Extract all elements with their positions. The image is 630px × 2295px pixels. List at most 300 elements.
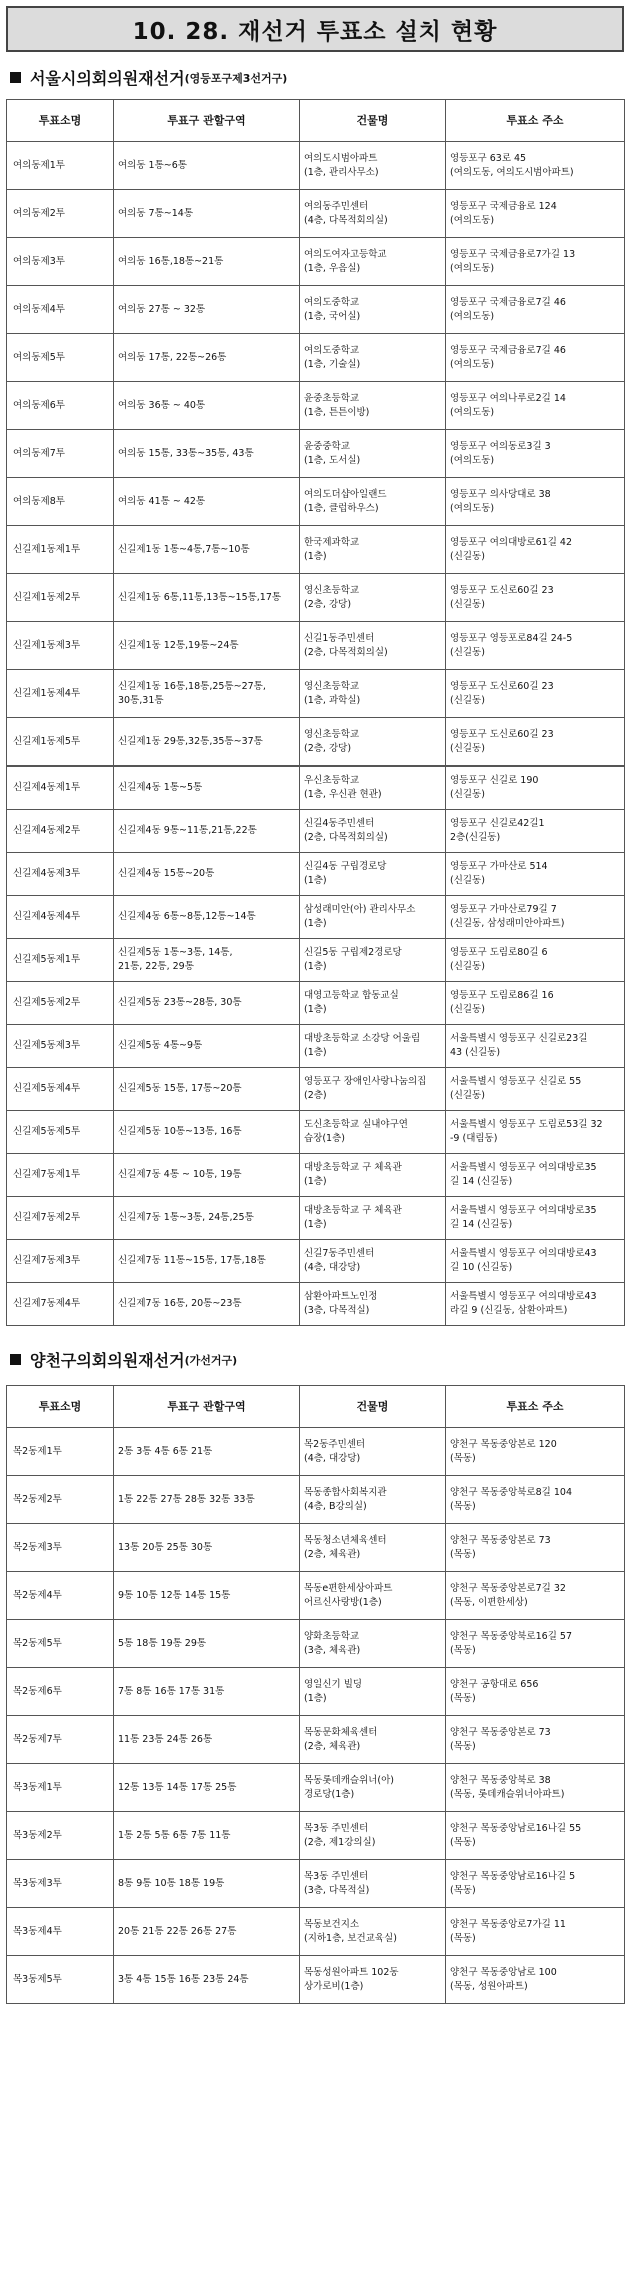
- polling-name-cell: 신길제5동제2투: [7, 982, 114, 1025]
- jurisdiction-cell-line: 신길제4동 6통~8통,12통~14통: [118, 911, 256, 923]
- building-cell-line: (1층, 국어실): [304, 310, 361, 322]
- table-row: [7, 718, 625, 766]
- building-cell: [300, 622, 446, 670]
- address-cell: [446, 1956, 625, 2004]
- address-cell-line: 영등포구 여의동로3길 3: [450, 440, 551, 452]
- jurisdiction-cell-line: 신길제7동 16통, 20통~23통: [118, 1298, 242, 1310]
- building-cell: [300, 286, 446, 334]
- building-cell-line: (1층, 튼튼이방): [304, 406, 370, 418]
- building-cell-line: (2층, 다목적회의실): [304, 646, 388, 658]
- address-cell-line: (신길동): [450, 1090, 485, 1101]
- jurisdiction-cell: [114, 1908, 300, 1956]
- building-cell-line: (4층, 다목적회의실): [304, 214, 388, 226]
- jurisdiction-cell: [114, 574, 300, 622]
- table-row: [7, 1908, 625, 1956]
- building-cell-line: (3층, 다목적실): [304, 1305, 370, 1316]
- address-cell: [446, 334, 625, 382]
- address-cell-line: (목동): [450, 1452, 476, 1464]
- jurisdiction-cell-line: 신길제5동 4통~9통: [118, 1040, 203, 1052]
- address-cell-line: (여의도동, 여의도시범아파트): [450, 166, 574, 178]
- building-cell-line: 상가로비(1층): [304, 1980, 364, 1992]
- polling-name-cell: 목2동제4투: [7, 1572, 114, 1620]
- table-row: [7, 1812, 625, 1860]
- jurisdiction-cell-line: 신길제1동 12통,19통~24통: [118, 639, 239, 651]
- building-cell-line: 대방초등학교 구 체육관: [304, 1205, 402, 1217]
- polling-table-seoul: [6, 99, 625, 766]
- jurisdiction-cell: [114, 1476, 300, 1524]
- table-row: [7, 622, 625, 670]
- polling-name-cell: 신길제7동제4투: [7, 1283, 114, 1326]
- jurisdiction-cell: [114, 1068, 300, 1111]
- table-header-row: [7, 1386, 625, 1428]
- building-cell: [300, 1956, 446, 2004]
- address-cell-line: 양천구 목동중앙북로16길 57: [450, 1630, 572, 1642]
- table-row: [7, 1572, 625, 1620]
- jurisdiction-cell-line: 여의동 41통 ~ 42통: [118, 495, 206, 507]
- polling-name-cell: 여의동제7투: [7, 430, 114, 478]
- building-cell-line: (1층): [304, 550, 327, 562]
- building-cell: [300, 1908, 446, 1956]
- address-cell-line: 길 14 (신길동): [450, 1176, 513, 1187]
- address-cell: [446, 982, 625, 1025]
- building-cell-line: (1층): [304, 918, 327, 929]
- address-cell-line: 영등포구 국제금융로 124: [450, 200, 557, 212]
- address-cell-line: 영등포구 국제금융로7길 46: [450, 344, 566, 356]
- address-cell-line: (목동): [450, 1932, 476, 1944]
- jurisdiction-cell-line: 9통 10통 12통 14통 15통: [118, 1589, 231, 1601]
- address-cell: [446, 190, 625, 238]
- polling-name-cell: 목2동제5투: [7, 1620, 114, 1668]
- jurisdiction-cell: [114, 190, 300, 238]
- table-row: [7, 430, 625, 478]
- polling-name-cell: 여의동제1투: [7, 142, 114, 190]
- jurisdiction-cell-line: 신길제7동 11통~15통, 17통,18통: [118, 1255, 266, 1267]
- jurisdiction-cell: [114, 1716, 300, 1764]
- page-title: 10. 28. 재선거 투표소 설치 현황: [132, 18, 498, 45]
- address-cell-line: 영등포구 의사당대로 38: [450, 488, 551, 500]
- polling-name-cell: 여의동제3투: [7, 238, 114, 286]
- address-cell-line: (신길동): [450, 961, 485, 972]
- address-cell-line: (목동): [450, 1644, 476, 1656]
- address-cell-line: (여의도동): [450, 454, 495, 466]
- address-cell-line: (목동, 롯데캐슬위너아파트): [450, 1788, 565, 1800]
- building-cell-line: (1층): [304, 1047, 327, 1058]
- jurisdiction-cell: [114, 1860, 300, 1908]
- address-cell: [446, 1812, 625, 1860]
- building-cell-line: (2층, 강당): [304, 598, 352, 610]
- building-cell-line: 대방초등학교 소강당 어울림: [304, 1033, 421, 1045]
- polling-name-cell: 여의동제4투: [7, 286, 114, 334]
- polling-name-cell: 목2동제3투: [7, 1524, 114, 1572]
- building-cell: [300, 1812, 446, 1860]
- table-row: [7, 896, 625, 939]
- address-cell-line: (목동, 이편한세상): [450, 1596, 528, 1608]
- address-cell: [446, 478, 625, 526]
- jurisdiction-cell-line: 1통 2통 5통 6통 7통 11통: [118, 1829, 231, 1841]
- jurisdiction-cell-line: 여의동 17통, 22통~26통: [118, 351, 227, 363]
- building-cell-line: (1층, 과학실): [304, 694, 361, 706]
- building-cell: [300, 190, 446, 238]
- table-row: [7, 238, 625, 286]
- address-cell: [446, 574, 625, 622]
- building-cell-line: 영신초등학교: [304, 680, 360, 692]
- address-cell-line: 영등포구 도신로60길 23: [450, 680, 554, 692]
- building-cell-line: 목동종합사회복지관: [304, 1486, 387, 1498]
- jurisdiction-cell: [114, 1197, 300, 1240]
- jurisdiction-cell-line: 신길제1동 1통~4통,7통~10통: [118, 543, 250, 555]
- jurisdiction-cell-line: 신길제5동 15통, 17통~20통: [118, 1083, 242, 1095]
- address-cell-line: (여의도동): [450, 310, 495, 322]
- section-title-seoul: 서울시의회의원재선거: [30, 69, 185, 88]
- table-row: [7, 1428, 625, 1476]
- building-cell-line: 경로당(1층): [304, 1788, 355, 1800]
- polling-name-cell: 신길제5동제4투: [7, 1068, 114, 1111]
- polling-name-cell: 신길제5동제5투: [7, 1111, 114, 1154]
- section-subtitle-yangcheon: (가선거구): [184, 1353, 238, 1367]
- building-cell-line: (1층, 기술실): [304, 358, 361, 370]
- table-row: [7, 1716, 625, 1764]
- address-cell-line: (목동): [450, 1692, 476, 1704]
- header-jurisdiction: 투표구 관할구역: [114, 100, 300, 142]
- jurisdiction-cell: [114, 1154, 300, 1197]
- address-cell: [446, 896, 625, 939]
- polling-name-cell: 신길제1동제2투: [7, 574, 114, 622]
- address-cell: [446, 670, 625, 718]
- address-cell-line: 2층(신길동): [450, 832, 501, 843]
- address-cell-line: 서울특별시 영등포구 신길로 55: [450, 1076, 582, 1088]
- polling-name-cell: 목2동제2투: [7, 1476, 114, 1524]
- address-cell: [446, 526, 625, 574]
- address-cell-line: (여의도동): [450, 262, 495, 274]
- building-cell-line: (3층, 다목적실): [304, 1884, 370, 1896]
- table-row: [7, 574, 625, 622]
- table-body: [7, 767, 625, 1326]
- polling-name-cell: 목3동제1투: [7, 1764, 114, 1812]
- address-cell-line: 영등포구 63로 45: [450, 152, 527, 164]
- table-header-row: [7, 100, 625, 142]
- building-cell-line: (1층): [304, 961, 327, 972]
- building-cell: [300, 142, 446, 190]
- building-cell-line: (2층, 체육관): [304, 1740, 361, 1752]
- building-cell-line: 목동문화체육센터: [304, 1726, 378, 1738]
- building-cell-line: 여의도중학교: [304, 344, 360, 356]
- jurisdiction-cell-line: 7통 8통 16통 17통 31통: [118, 1685, 225, 1697]
- header-polling-name: 투표소명: [7, 1386, 114, 1428]
- jurisdiction-cell: [114, 142, 300, 190]
- address-cell-line: (여의도동): [450, 502, 495, 514]
- table-row: [7, 1240, 625, 1283]
- building-cell-line: (1층, 관리사무소): [304, 166, 379, 178]
- building-cell: [300, 1283, 446, 1326]
- address-cell: [446, 622, 625, 670]
- building-cell-line: 삼환아파트노인정: [304, 1291, 378, 1303]
- building-cell-line: 여의도시범아파트: [304, 152, 378, 164]
- jurisdiction-cell: [114, 718, 300, 766]
- jurisdiction-cell-line: 신길제1동 16통,18통,25통~27통,: [118, 680, 266, 692]
- jurisdiction-cell: [114, 1956, 300, 2004]
- table-row: [7, 1068, 625, 1111]
- address-cell-line: (신길동): [450, 742, 485, 754]
- building-cell: [300, 1197, 446, 1240]
- building-cell: [300, 1476, 446, 1524]
- address-cell-line: (신길동): [450, 550, 485, 562]
- table-body: [7, 1428, 625, 2004]
- polling-name-cell: 신길제7동제2투: [7, 1197, 114, 1240]
- table-row: [7, 1283, 625, 1326]
- building-cell: [300, 478, 446, 526]
- building-cell-line: (1층, 우음실): [304, 262, 361, 274]
- address-cell-line: 양천구 목동중앙본로 73: [450, 1534, 551, 1546]
- address-cell-line: 영등포구 도림로80길 6: [450, 947, 548, 959]
- address-cell-line: 영등포구 여의대방로61길 42: [450, 536, 572, 548]
- address-cell-line: (신길동): [450, 875, 485, 886]
- jurisdiction-cell-line: 신길제7동 1통~3통, 24통,25통: [118, 1212, 254, 1224]
- building-cell-line: 어르신사랑방(1층): [304, 1596, 382, 1608]
- jurisdiction-cell: [114, 1283, 300, 1326]
- section-title-yangcheon: 양천구의회의원재선거: [30, 1351, 185, 1370]
- address-cell-line: 양천구 목동중앙로7가길 11: [450, 1918, 566, 1930]
- jurisdiction-cell: [114, 1620, 300, 1668]
- table-row: [7, 1620, 625, 1668]
- address-cell-line: (신길동): [450, 646, 485, 658]
- building-cell: [300, 896, 446, 939]
- table-body: [7, 142, 625, 766]
- address-cell-line: 43 (신길동): [450, 1047, 501, 1058]
- address-cell-line: 양천구 목동중앙남로16나길 55: [450, 1822, 582, 1834]
- building-cell-line: (2층, 다목적회의실): [304, 832, 388, 843]
- polling-name-cell: 신길제1동제1투: [7, 526, 114, 574]
- jurisdiction-cell: [114, 1428, 300, 1476]
- jurisdiction-cell-line: 신길제4동 1통~5통: [118, 782, 203, 794]
- address-cell: [446, 1428, 625, 1476]
- polling-table-seoul-continued: [6, 766, 625, 1326]
- building-cell: [300, 939, 446, 982]
- building-cell: [300, 1668, 446, 1716]
- table-row: [7, 1956, 625, 2004]
- address-cell-line: 영등포구 영등포로84길 24-5: [450, 632, 573, 644]
- table-row: [7, 142, 625, 190]
- table-row: [7, 1197, 625, 1240]
- jurisdiction-cell-line: 신길제4동 9통~11통,21통,22통: [118, 825, 257, 837]
- section-subtitle-seoul: (영등포구제3선거구): [184, 71, 288, 85]
- building-cell-line: 신길7동주민센터: [304, 1248, 375, 1260]
- address-cell-line: (목동, 성원아파트): [450, 1980, 528, 1992]
- polling-name-cell: 신길제1동제5투: [7, 718, 114, 766]
- address-cell-line: (목동): [450, 1740, 476, 1752]
- jurisdiction-cell: [114, 939, 300, 982]
- address-cell-line: 영등포구 가마산로79길 7: [450, 904, 557, 916]
- table-row: [7, 382, 625, 430]
- building-cell-line: (1층): [304, 1176, 327, 1187]
- building-cell: [300, 810, 446, 853]
- jurisdiction-cell: [114, 1025, 300, 1068]
- jurisdiction-cell: [114, 853, 300, 896]
- jurisdiction-cell: [114, 1764, 300, 1812]
- polling-name-cell: 신길제1동제4투: [7, 670, 114, 718]
- building-cell-line: 우신초등학교: [304, 775, 360, 787]
- jurisdiction-cell: [114, 286, 300, 334]
- address-cell-line: 서울특별시 영등포구 여의대방로43: [450, 1291, 597, 1303]
- jurisdiction-cell-line: 5통 18통 19통 29통: [118, 1637, 207, 1649]
- jurisdiction-cell-line: 21통, 22통, 29통: [118, 961, 194, 972]
- building-cell-line: (1층): [304, 875, 327, 886]
- table-row: [7, 767, 625, 810]
- address-cell-line: 양천구 목동중앙본로 73: [450, 1726, 551, 1738]
- jurisdiction-cell-line: 여의동 16통,18통~21통: [118, 255, 224, 267]
- jurisdiction-cell-line: 여의동 7통~14통: [118, 207, 193, 219]
- building-cell: [300, 1860, 446, 1908]
- building-cell: [300, 1111, 446, 1154]
- jurisdiction-cell: [114, 1668, 300, 1716]
- jurisdiction-cell: [114, 334, 300, 382]
- building-cell-line: 영신초등학교: [304, 728, 360, 740]
- building-cell: [300, 430, 446, 478]
- jurisdiction-cell-line: 11통 23통 24통 26통: [118, 1733, 213, 1745]
- building-cell-line: 신길5동 구립제2경로당: [304, 947, 402, 959]
- address-cell-line: 서울특별시 영등포구 여의대방로35: [450, 1205, 597, 1217]
- polling-name-cell: 목3동제4투: [7, 1908, 114, 1956]
- address-cell: [446, 1908, 625, 1956]
- address-cell-line: 양천구 목동중앙남로16나길 5: [450, 1870, 576, 1882]
- building-cell-line: (2층, 제1강의실): [304, 1836, 376, 1848]
- polling-name-cell: 신길제4동제1투: [7, 767, 114, 810]
- address-cell: [446, 767, 625, 810]
- jurisdiction-cell-line: 여의동 15통, 33통~35통, 43통: [118, 447, 254, 459]
- polling-name-cell: 신길제4동제3투: [7, 853, 114, 896]
- building-cell-line: 습장(1층): [304, 1133, 345, 1144]
- building-cell: [300, 1428, 446, 1476]
- jurisdiction-cell: [114, 1572, 300, 1620]
- jurisdiction-cell: [114, 478, 300, 526]
- address-cell: [446, 1154, 625, 1197]
- building-cell-line: 여의도중학교: [304, 296, 360, 308]
- building-cell-line: 목3동 주민센터: [304, 1870, 369, 1882]
- building-cell-line: 신길4동 구립경로당: [304, 861, 387, 873]
- jurisdiction-cell: [114, 1111, 300, 1154]
- polling-name-cell: 여의동제6투: [7, 382, 114, 430]
- building-cell-line: 대방초등학교 구 체육관: [304, 1162, 402, 1174]
- jurisdiction-cell: [114, 982, 300, 1025]
- jurisdiction-cell-line: 1통 22통 27통 28통 32통 33통: [118, 1493, 255, 1505]
- polling-name-cell: 여의동제2투: [7, 190, 114, 238]
- building-cell-line: 양화초등학교: [304, 1630, 360, 1642]
- address-cell: [446, 1764, 625, 1812]
- polling-name-cell: 목2동제1투: [7, 1428, 114, 1476]
- address-cell-line: (여의도동): [450, 214, 495, 226]
- address-cell: [446, 1716, 625, 1764]
- building-cell-line: 목2동주민센터: [304, 1438, 366, 1450]
- address-cell: [446, 939, 625, 982]
- header-jurisdiction: 투표구 관할구역: [114, 1386, 300, 1428]
- address-cell: [446, 810, 625, 853]
- jurisdiction-cell-line: 2통 3통 4통 6통 21통: [118, 1445, 213, 1457]
- building-cell: [300, 1240, 446, 1283]
- jurisdiction-cell-line: 신길제5동 23통~28통, 30통: [118, 997, 242, 1009]
- polling-name-cell: 목2동제7투: [7, 1716, 114, 1764]
- polling-name-cell: 신길제7동제1투: [7, 1154, 114, 1197]
- building-cell: [300, 1154, 446, 1197]
- address-cell: [446, 1524, 625, 1572]
- table-row: [7, 1025, 625, 1068]
- polling-name-cell: 여의동제5투: [7, 334, 114, 382]
- address-cell-line: 양천구 공항대로 656: [450, 1678, 539, 1690]
- address-cell: [446, 430, 625, 478]
- table-row: [7, 1764, 625, 1812]
- building-cell: [300, 1025, 446, 1068]
- address-cell-line: (여의도동): [450, 406, 495, 418]
- building-cell-line: (1층): [304, 1692, 327, 1704]
- building-cell-line: (4층, 대강당): [304, 1262, 361, 1273]
- jurisdiction-cell-line: 여의동 1통~6통: [118, 159, 187, 171]
- jurisdiction-cell: [114, 896, 300, 939]
- address-cell: [446, 1620, 625, 1668]
- address-cell-line: 영등포구 국제금융로7길 46: [450, 296, 566, 308]
- address-cell-line: 길 10 (신길동): [450, 1262, 513, 1273]
- jurisdiction-cell-line: 여의동 36통 ~ 40통: [118, 399, 206, 411]
- address-cell: [446, 1283, 625, 1326]
- address-cell: [446, 238, 625, 286]
- jurisdiction-cell-line: 30통,31통: [118, 694, 164, 706]
- address-cell: [446, 382, 625, 430]
- building-cell-line: 삼성래미안(아) 관리사무소: [304, 904, 416, 916]
- address-cell: [446, 1068, 625, 1111]
- building-cell: [300, 238, 446, 286]
- table-row: [7, 1524, 625, 1572]
- building-cell-line: 윤중중학교: [304, 440, 350, 452]
- building-cell-line: 윤중초등학교: [304, 392, 360, 404]
- building-cell-line: 목동청소년체육센터: [304, 1534, 387, 1546]
- address-cell-line: (목동): [450, 1500, 476, 1512]
- address-cell: [446, 853, 625, 896]
- jurisdiction-cell-line: 3통 4통 15통 16통 23통 24통: [118, 1973, 249, 1985]
- header-address: 투표소 주소: [446, 1386, 625, 1428]
- table-row: [7, 853, 625, 896]
- building-cell: [300, 334, 446, 382]
- jurisdiction-cell-line: 신길제5동 1통~3통, 14통,: [118, 947, 233, 959]
- jurisdiction-cell-line: 신길제1동 29통,32통,35통~37통: [118, 735, 263, 747]
- address-cell: [446, 1668, 625, 1716]
- building-cell-line: 영신초등학교: [304, 584, 360, 596]
- jurisdiction-cell-line: 신길제7동 4통 ~ 10통, 19통: [118, 1169, 242, 1181]
- address-cell-line: 양천구 목동중앙남로 100: [450, 1966, 557, 1978]
- jurisdiction-cell: [114, 1812, 300, 1860]
- address-cell-line: 영등포구 도신로60길 23: [450, 584, 554, 596]
- building-cell: [300, 1068, 446, 1111]
- table-row: [7, 1111, 625, 1154]
- building-cell-line: (1층): [304, 1219, 327, 1230]
- table-row: [7, 1154, 625, 1197]
- building-cell-line: 목동e편한세상아파트: [304, 1582, 393, 1594]
- polling-name-cell: 신길제4동제4투: [7, 896, 114, 939]
- jurisdiction-cell-line: 신길제5동 10통~13통, 16통: [118, 1126, 242, 1138]
- building-cell-line: (1층): [304, 1004, 327, 1015]
- building-cell: [300, 718, 446, 766]
- polling-name-cell: 목3동제3투: [7, 1860, 114, 1908]
- address-cell-line: (신길동, 삼성래미안아파트): [450, 918, 565, 929]
- section-heading-yangcheon: [10, 1348, 624, 1371]
- address-cell: [446, 1197, 625, 1240]
- address-cell: [446, 286, 625, 334]
- building-cell-line: 여의도더샵아일랜드: [304, 488, 387, 500]
- address-cell-line: (신길동): [450, 789, 485, 800]
- table-row: [7, 982, 625, 1025]
- building-cell-line: (1층, 도서실): [304, 454, 361, 466]
- polling-table-yangcheon: [6, 1385, 625, 2004]
- building-cell: [300, 982, 446, 1025]
- address-cell-line: 서울특별시 영등포구 신길로23길: [450, 1033, 588, 1045]
- building-cell: [300, 1572, 446, 1620]
- jurisdiction-cell: [114, 526, 300, 574]
